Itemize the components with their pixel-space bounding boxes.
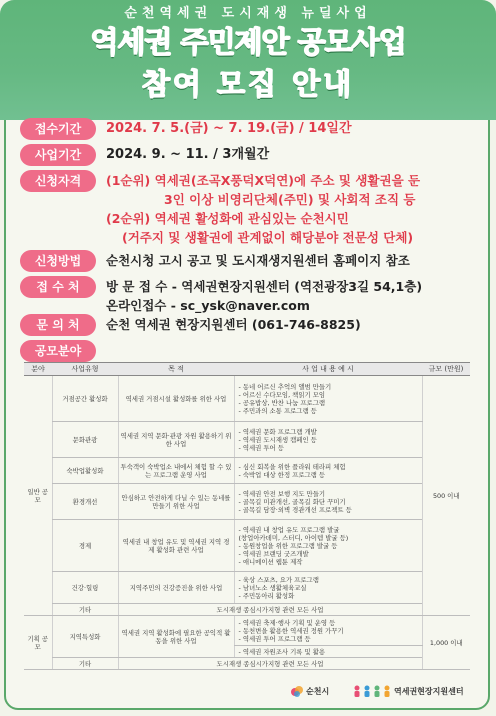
example-item: - 심신 회복을 위한 플라워 테라피 체험 xyxy=(238,462,346,471)
suncheon-logo-icon xyxy=(290,684,304,698)
eligibility-text xyxy=(106,171,420,247)
table-row xyxy=(24,422,470,458)
contact-value: 순천 역세권 현장지원센터 (061-746-8825) xyxy=(106,317,361,332)
table-row xyxy=(24,604,470,616)
receipt-period-value: 2024. 7. 5.(금) ~ 7. 19.(금) / 14일간 xyxy=(106,121,352,136)
suncheon-logo-text: 순천시 xyxy=(306,687,330,696)
example-item: - 숙박업 대상 한정 프로그램 등 xyxy=(238,470,326,479)
receiver-online: 온라인접수 - sc_ysk@naver.com xyxy=(106,298,310,313)
example-item: - 역세권 투어 프로그램 등 xyxy=(238,634,311,643)
header-type: 사업유형 xyxy=(52,363,118,376)
other-content: 도시재생 종심시가지형 관련 모든 사업 xyxy=(118,604,422,616)
examples-cell: - 역세권 자원조사 기록 및 활용 xyxy=(234,646,422,658)
examples-cell xyxy=(234,376,422,422)
examples-cell xyxy=(234,572,422,604)
type-cell: 숙박업활성화 xyxy=(52,458,118,484)
example-item: - 역세권 브랜딩 굿즈개발 xyxy=(238,549,309,558)
table-row xyxy=(24,376,470,422)
header-purpose: 목 적 xyxy=(118,363,234,376)
purpose-cell: 지역주민의 건강증진을 위한 사업 xyxy=(118,572,234,604)
eligibility-line2: 3인 이상 비영리단체(주민) 및 사회적 조직 등 xyxy=(164,192,416,207)
purpose-cell: 역세권 지역 활성화에 필요한 공익적 활동을 위한 사업 xyxy=(118,616,234,658)
receipt-period-label: 접수기간 xyxy=(20,118,96,140)
purpose-cell: 역세권 지역 문화·관광 자원 활용하기 위한 사업 xyxy=(118,422,234,458)
center-logo-icon xyxy=(352,684,392,698)
header-subtitle: 순천역세권 도시재생 뉴딜사업 xyxy=(124,6,372,21)
table-row xyxy=(24,616,470,646)
eligibility-line3: (2순위) 역세권 활성화에 관심있는 순천시민 xyxy=(106,211,349,226)
type-cell: 기타 xyxy=(52,604,118,616)
examples-cell xyxy=(234,616,422,646)
example-item: - 주민동아리 활성화 xyxy=(238,591,295,600)
example-item: - 동네 어르신 추억의 앨범 만들기 xyxy=(238,382,332,391)
footer xyxy=(0,684,496,704)
examples-cell xyxy=(234,484,422,520)
program-table xyxy=(24,362,470,670)
example-item: - 역세권 안전 보행 지도 만들기 xyxy=(238,489,326,498)
eligibility-label: 신청자격 xyxy=(20,170,96,192)
example-item: (창업아카데미, 스터디, 아이템 발굴 등) xyxy=(238,533,349,542)
type-cell: 문화관광 xyxy=(52,422,118,458)
examples-cell xyxy=(234,422,422,458)
field-label: 공모분야 xyxy=(20,340,96,362)
section-general: 일반 공모 xyxy=(24,376,52,616)
center-logo-text: 역세권현장지원센터 xyxy=(394,687,464,696)
other-content: 도시재생 종심시가지형 관련 모든 사업 xyxy=(118,658,422,670)
method-label: 신청방법 xyxy=(20,250,96,272)
project-period-value: 2024. 9. ~ 11. / 3개월간 xyxy=(106,147,270,162)
contact-label: 문 의 처 xyxy=(20,314,96,336)
type-cell: 경제 xyxy=(52,520,118,572)
table-row xyxy=(24,484,470,520)
type-cell: 환경개선 xyxy=(52,484,118,520)
type-cell: 기타 xyxy=(52,658,118,670)
example-item: - 골목길 담장·외벽 경관개선 프로젝트 등 xyxy=(238,505,352,514)
examples-cell xyxy=(234,520,422,572)
budget-general: 500 이내 xyxy=(422,376,470,616)
example-item: - 역세권 투어 등 xyxy=(238,443,284,452)
type-cell: 거점공간 활성화 xyxy=(52,376,118,422)
example-item: - 역세권 축제·행사 기획 및 운영 등 xyxy=(238,618,336,627)
table-row xyxy=(24,520,470,572)
purpose-cell: 역세권 거점시설 활성화를 위한 사업 xyxy=(118,376,234,422)
poster-title-line2: 참여 모집 안내 xyxy=(141,67,355,101)
receiver-text xyxy=(106,277,422,315)
table-row xyxy=(24,658,470,670)
eligibility-line4: (거주지 및 생활권에 관계없이 해당분야 전문성 단체) xyxy=(122,230,414,245)
section-planned: 기획 공모 xyxy=(24,616,52,670)
budget-planned: 1,000 이내 xyxy=(422,616,470,670)
header-examples: 사 업 내 용 예 시 xyxy=(234,363,422,376)
project-period-label: 사업기간 xyxy=(20,144,96,166)
example-item: - 애니메이션 웹툰 제작 xyxy=(238,557,303,566)
type-cell: 지역특성화 xyxy=(52,616,118,658)
header-budget: 규모 (만원) xyxy=(422,363,470,376)
poster-title: 역세권 주민제안 공모사업 xyxy=(90,25,406,59)
type-cell: 건강·힐링 xyxy=(52,572,118,604)
example-item: - 역세권 내 창업 유도 프로그램 발굴 xyxy=(238,525,340,534)
table-row xyxy=(24,572,470,604)
example-item: - 골목길 미관개선, 골목길 화단 꾸미기 xyxy=(238,497,346,506)
purpose-cell: 역세권 내 창업 유도 및 역세권 지역 경제 활성화 관련 사업 xyxy=(118,520,234,572)
example-item: - 역세권 문화 프로그램 개발 xyxy=(238,427,317,436)
method-value: 순천시청 고시 공고 및 도시재생지원센터 홈페이지 참조 xyxy=(106,253,410,268)
purpose-cell: 투숙객이 숙박업소 내에서 체험 할 수 있는 프로그램 운영 사업 xyxy=(118,458,234,484)
receiver-label: 접 수 처 xyxy=(20,276,96,298)
table-row xyxy=(24,458,470,484)
example-item: - 어르신 수다모임, 책읽기 모임 xyxy=(238,390,326,399)
purpose-cell: 안심하고 안전하게 다닐 수 있는 동네를 만들기 위한 사업 xyxy=(118,484,234,520)
example-item: - 동천변을 활용한 역세권 정원 가꾸기 xyxy=(238,626,344,635)
example-item: - 공유밥상, 반찬 나눔 프로그램 xyxy=(238,398,326,407)
eligibility-line1: (1순위) 역세권(조곡X풍덕X덕연)에 주소 및 생활권을 둔 xyxy=(106,173,421,188)
example-item: - 역세권 도시재생 캠페인 등 xyxy=(238,435,317,444)
example-item: - 주민과의 소통 프로그램 등 xyxy=(238,406,317,415)
example-item: - 동원창업을 위한 프로그램 발굴 등 xyxy=(238,541,338,550)
example-item: - 남녀노소 생활체육교실 xyxy=(238,583,307,592)
examples-cell xyxy=(234,458,422,484)
header-field: 분야 xyxy=(24,363,52,376)
table-header-row xyxy=(24,363,470,376)
receiver-visit: 방 문 접 수 - 역세권현장지원센터 (역전광장3길 54,1층) xyxy=(106,279,423,294)
example-item: - 육상 스포츠, 요가 프로그램 xyxy=(238,575,319,584)
